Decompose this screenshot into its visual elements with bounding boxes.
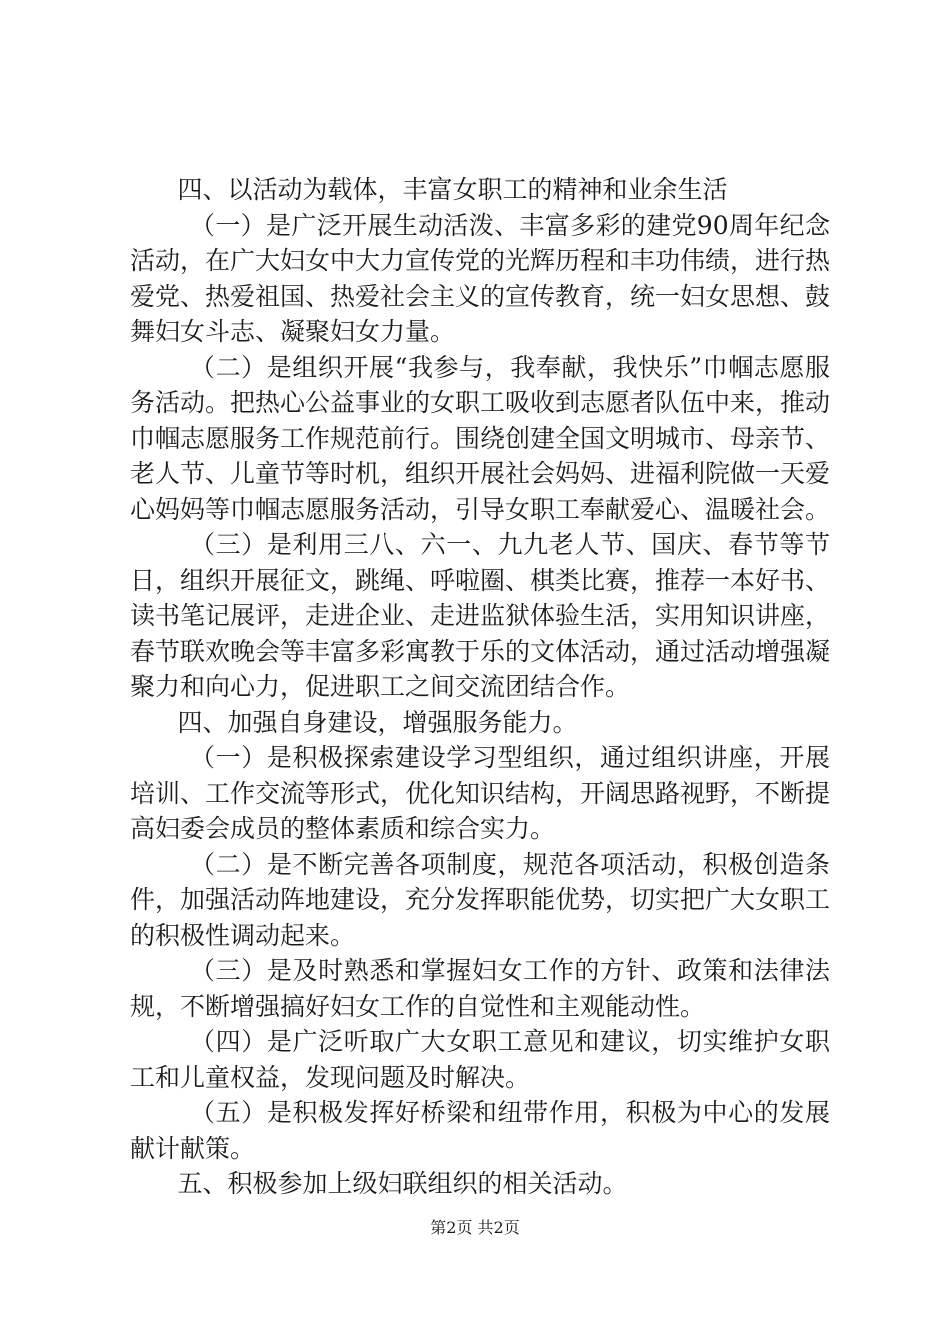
section-heading-self-building: 四、加强自身建设，增强服务能力。: [177, 707, 578, 737]
paragraph-self-building-5: （五）是积极发挥好桥梁和纽带作用，积极为中心的发展献计献策。: [130, 1098, 830, 1163]
page-footer: 第2页 共2页: [430, 1218, 520, 1237]
paragraph-self-building-1: （一）是积极探索建设学习型组织，通过组织讲座，开展培训、工作交流等形式，优化知识结构，开阔思路视野，不断提高妇委会成员的整体素质和综合实力。: [130, 743, 831, 843]
paragraph-self-building-3: （三）是及时熟悉和掌握妇女工作的方针、政策和法律法规，不断增强搞好妇女工作的自觉性和主观能动性。: [130, 956, 830, 1021]
section-heading-activities: 四、以活动为载体，丰富女职工的精神和业余生活: [177, 175, 728, 204]
paragraph-activities-2: （二）是组织开展“我参与，我奉献，我快乐”巾帼志愿服务活动。把热心公益事业的女职工吸收到志愿者队伍中来，推动巾帼志愿服务工作规范前行。围绕创建全国文明城市、母亲节、老人节、儿童节等时机，组织开展社会妈妈、进福利院做一天爱心妈妈等巾帼志愿服务活动，引导女职工奉献爱心、温暖社会。: [130, 352, 831, 524]
paragraph-self-building-4: （四）是广泛听取广大女职工意见和建议，切实维护女职工和儿童权益，发现问题及时解决。: [130, 1027, 830, 1092]
section-heading-participation: 五、积极参加上级妇联组织的相关活动。: [177, 1169, 628, 1198]
document-body: [130, 172, 830, 1202]
paragraph-self-building-2: （二）是不断完善各项制度，规范各项活动，积极创造条件，加强活动阵地建设，充分发挥职能优势，切实把广大女职工的积极性调动起来。: [130, 849, 831, 950]
paragraph-activities-3: （三）是利用三八、六一、九九老人节、国庆、春节等节日，组织开展征文，跳绳、呼啦圈、棋类比赛，推荐一本好书、读书笔记展评，走进企业、走进监狱体验生活，实用知识讲座，春节联欢晚会等丰富多彩寓教于乐的文体活动，通过活动增强凝聚力和向心力，促进职工之间交流团结合作。: [130, 530, 831, 701]
paragraph-activities-1: （一）是广泛开展生动活泼、丰富多彩的建党90周年纪念活动，在广大妇女中大力宣传党的光辉历程和丰功伟绩，进行热爱党、热爱祖国、热爱社会主义的宣传教育，统一妇女思想、鼓舞妇女斗志、凝聚妇女力量。: [130, 210, 831, 346]
